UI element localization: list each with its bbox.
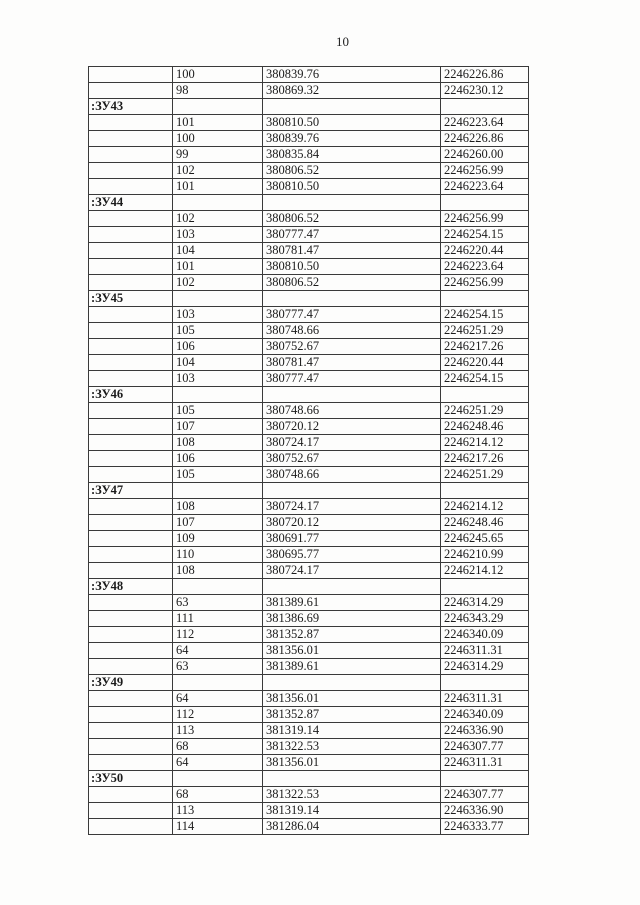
y-coordinate-cell: 2246248.46 bbox=[441, 515, 529, 531]
point-number-cell: 104 bbox=[173, 355, 263, 371]
x-coordinate-cell: 380724.17 bbox=[263, 563, 441, 579]
x-coordinate-cell: 381356.01 bbox=[263, 643, 441, 659]
x-coordinate-cell: 380839.76 bbox=[263, 67, 441, 83]
y-coordinate-cell: 2246223.64 bbox=[441, 179, 529, 195]
x-coordinate-cell: 380777.47 bbox=[263, 227, 441, 243]
coordinates-table bbox=[88, 66, 529, 835]
point-number-cell: 64 bbox=[173, 691, 263, 707]
parcel-cell-empty bbox=[89, 803, 173, 819]
empty-cell bbox=[173, 483, 263, 499]
empty-cell bbox=[263, 675, 441, 691]
point-number-cell: 68 bbox=[173, 739, 263, 755]
empty-cell bbox=[173, 579, 263, 595]
y-coordinate-cell: 2246254.15 bbox=[441, 307, 529, 323]
y-coordinate-cell: 2246210.99 bbox=[441, 547, 529, 563]
point-number-cell: 64 bbox=[173, 643, 263, 659]
empty-cell bbox=[173, 195, 263, 211]
point-number-cell: 112 bbox=[173, 627, 263, 643]
coordinate-row bbox=[89, 67, 529, 83]
x-coordinate-cell: 380806.52 bbox=[263, 163, 441, 179]
coordinate-row bbox=[89, 403, 529, 419]
coordinate-row bbox=[89, 115, 529, 131]
coordinate-row bbox=[89, 227, 529, 243]
coordinate-row bbox=[89, 563, 529, 579]
y-coordinate-cell: 2246256.99 bbox=[441, 275, 529, 291]
point-number-cell: 110 bbox=[173, 547, 263, 563]
coordinate-row bbox=[89, 371, 529, 387]
parcel-cell-empty bbox=[89, 819, 173, 835]
parcel-cell-empty bbox=[89, 355, 173, 371]
point-number-cell: 106 bbox=[173, 451, 263, 467]
parcel-cell-empty bbox=[89, 787, 173, 803]
parcel-cell-empty bbox=[89, 531, 173, 547]
y-coordinate-cell: 2246307.77 bbox=[441, 739, 529, 755]
empty-cell bbox=[441, 291, 529, 307]
parcel-cell-empty bbox=[89, 179, 173, 195]
point-number-cell: 99 bbox=[173, 147, 263, 163]
parcel-cell-empty bbox=[89, 643, 173, 659]
y-coordinate-cell: 2246311.31 bbox=[441, 755, 529, 771]
coordinate-row bbox=[89, 787, 529, 803]
point-number-cell: 109 bbox=[173, 531, 263, 547]
coordinate-row bbox=[89, 355, 529, 371]
parcel-label: :ЗУ49 bbox=[89, 675, 173, 691]
point-number-cell: 101 bbox=[173, 179, 263, 195]
point-number-cell: 103 bbox=[173, 371, 263, 387]
y-coordinate-cell: 2246254.15 bbox=[441, 371, 529, 387]
parcel-cell-empty bbox=[89, 163, 173, 179]
empty-cell bbox=[263, 99, 441, 115]
y-coordinate-cell: 2246251.29 bbox=[441, 403, 529, 419]
parcel-cell-empty bbox=[89, 131, 173, 147]
x-coordinate-cell: 380810.50 bbox=[263, 259, 441, 275]
y-coordinate-cell: 2246340.09 bbox=[441, 707, 529, 723]
parcel-label-row bbox=[89, 99, 529, 115]
coordinate-row bbox=[89, 755, 529, 771]
point-number-cell: 105 bbox=[173, 403, 263, 419]
empty-cell bbox=[441, 99, 529, 115]
x-coordinate-cell: 381322.53 bbox=[263, 739, 441, 755]
parcel-cell-empty bbox=[89, 419, 173, 435]
parcel-cell-empty bbox=[89, 707, 173, 723]
coordinate-row bbox=[89, 435, 529, 451]
y-coordinate-cell: 2246217.26 bbox=[441, 339, 529, 355]
point-number-cell: 103 bbox=[173, 307, 263, 323]
point-number-cell: 114 bbox=[173, 819, 263, 835]
parcel-cell-empty bbox=[89, 307, 173, 323]
x-coordinate-cell: 380806.52 bbox=[263, 211, 441, 227]
x-coordinate-cell: 381389.61 bbox=[263, 595, 441, 611]
point-number-cell: 108 bbox=[173, 499, 263, 515]
parcel-cell-empty bbox=[89, 211, 173, 227]
point-number-cell: 106 bbox=[173, 339, 263, 355]
parcel-cell-empty bbox=[89, 83, 173, 99]
point-number-cell: 105 bbox=[173, 467, 263, 483]
x-coordinate-cell: 381322.53 bbox=[263, 787, 441, 803]
parcel-cell-empty bbox=[89, 435, 173, 451]
parcel-cell-empty bbox=[89, 339, 173, 355]
coordinate-row bbox=[89, 323, 529, 339]
point-number-cell: 63 bbox=[173, 595, 263, 611]
parcel-cell-empty bbox=[89, 467, 173, 483]
empty-cell bbox=[441, 387, 529, 403]
parcel-cell-empty bbox=[89, 147, 173, 163]
point-number-cell: 101 bbox=[173, 115, 263, 131]
empty-cell bbox=[173, 771, 263, 787]
x-coordinate-cell: 381352.87 bbox=[263, 627, 441, 643]
coordinate-row bbox=[89, 275, 529, 291]
y-coordinate-cell: 2246245.65 bbox=[441, 531, 529, 547]
x-coordinate-cell: 380691.77 bbox=[263, 531, 441, 547]
x-coordinate-cell: 380806.52 bbox=[263, 275, 441, 291]
point-number-cell: 102 bbox=[173, 211, 263, 227]
x-coordinate-cell: 380720.12 bbox=[263, 515, 441, 531]
parcel-cell-empty bbox=[89, 547, 173, 563]
parcel-label: :ЗУ46 bbox=[89, 387, 173, 403]
empty-cell bbox=[441, 771, 529, 787]
empty-cell bbox=[441, 579, 529, 595]
x-coordinate-cell: 380810.50 bbox=[263, 179, 441, 195]
y-coordinate-cell: 2246214.12 bbox=[441, 499, 529, 515]
coordinate-row bbox=[89, 611, 529, 627]
empty-cell bbox=[173, 387, 263, 403]
coordinate-row bbox=[89, 307, 529, 323]
x-coordinate-cell: 381386.69 bbox=[263, 611, 441, 627]
point-number-cell: 68 bbox=[173, 787, 263, 803]
parcel-cell-empty bbox=[89, 451, 173, 467]
parcel-cell-empty bbox=[89, 627, 173, 643]
coordinate-row bbox=[89, 243, 529, 259]
y-coordinate-cell: 2246217.26 bbox=[441, 451, 529, 467]
coordinate-row bbox=[89, 211, 529, 227]
parcel-cell-empty bbox=[89, 739, 173, 755]
empty-cell bbox=[263, 387, 441, 403]
parcel-cell-empty bbox=[89, 227, 173, 243]
point-number-cell: 100 bbox=[173, 131, 263, 147]
y-coordinate-cell: 2246260.00 bbox=[441, 147, 529, 163]
parcel-cell-empty bbox=[89, 499, 173, 515]
x-coordinate-cell: 381319.14 bbox=[263, 723, 441, 739]
x-coordinate-cell: 380752.67 bbox=[263, 451, 441, 467]
parcel-cell-empty bbox=[89, 243, 173, 259]
coordinate-row bbox=[89, 659, 529, 675]
parcel-cell-empty bbox=[89, 563, 173, 579]
y-coordinate-cell: 2246251.29 bbox=[441, 323, 529, 339]
parcel-label: :ЗУ47 bbox=[89, 483, 173, 499]
x-coordinate-cell: 381319.14 bbox=[263, 803, 441, 819]
empty-cell bbox=[263, 579, 441, 595]
point-number-cell: 105 bbox=[173, 323, 263, 339]
y-coordinate-cell: 2246314.29 bbox=[441, 659, 529, 675]
coordinates-table-body bbox=[89, 67, 529, 835]
point-number-cell: 108 bbox=[173, 563, 263, 579]
coordinate-row bbox=[89, 515, 529, 531]
x-coordinate-cell: 380777.47 bbox=[263, 371, 441, 387]
page-number: 10 bbox=[336, 34, 349, 49]
y-coordinate-cell: 2246343.29 bbox=[441, 611, 529, 627]
parcel-cell-empty bbox=[89, 723, 173, 739]
x-coordinate-cell: 380869.32 bbox=[263, 83, 441, 99]
point-number-cell: 104 bbox=[173, 243, 263, 259]
parcel-cell-empty bbox=[89, 323, 173, 339]
y-coordinate-cell: 2246340.09 bbox=[441, 627, 529, 643]
x-coordinate-cell: 381389.61 bbox=[263, 659, 441, 675]
x-coordinate-cell: 380835.84 bbox=[263, 147, 441, 163]
coordinate-row bbox=[89, 691, 529, 707]
point-number-cell: 103 bbox=[173, 227, 263, 243]
coordinate-row bbox=[89, 147, 529, 163]
coordinate-row bbox=[89, 531, 529, 547]
x-coordinate-cell: 380748.66 bbox=[263, 403, 441, 419]
x-coordinate-cell: 380839.76 bbox=[263, 131, 441, 147]
coordinate-row bbox=[89, 739, 529, 755]
point-number-cell: 107 bbox=[173, 515, 263, 531]
empty-cell bbox=[173, 99, 263, 115]
y-coordinate-cell: 2246311.31 bbox=[441, 643, 529, 659]
coordinate-row bbox=[89, 131, 529, 147]
parcel-label-row bbox=[89, 675, 529, 691]
coordinate-row bbox=[89, 819, 529, 835]
coordinate-row bbox=[89, 419, 529, 435]
point-number-cell: 112 bbox=[173, 707, 263, 723]
y-coordinate-cell: 2246214.12 bbox=[441, 435, 529, 451]
parcel-label-row bbox=[89, 483, 529, 499]
coordinate-row bbox=[89, 627, 529, 643]
x-coordinate-cell: 380724.17 bbox=[263, 499, 441, 515]
empty-cell bbox=[263, 291, 441, 307]
parcel-cell-empty bbox=[89, 595, 173, 611]
x-coordinate-cell: 380695.77 bbox=[263, 547, 441, 563]
parcel-cell-empty bbox=[89, 403, 173, 419]
parcel-label-row bbox=[89, 387, 529, 403]
parcel-label-row bbox=[89, 195, 529, 211]
empty-cell bbox=[263, 771, 441, 787]
y-coordinate-cell: 2246333.77 bbox=[441, 819, 529, 835]
y-coordinate-cell: 2246226.86 bbox=[441, 131, 529, 147]
parcel-cell-empty bbox=[89, 115, 173, 131]
empty-cell bbox=[441, 675, 529, 691]
y-coordinate-cell: 2246336.90 bbox=[441, 723, 529, 739]
empty-cell bbox=[173, 675, 263, 691]
x-coordinate-cell: 380752.67 bbox=[263, 339, 441, 355]
y-coordinate-cell: 2246307.77 bbox=[441, 787, 529, 803]
x-coordinate-cell: 380724.17 bbox=[263, 435, 441, 451]
y-coordinate-cell: 2246230.12 bbox=[441, 83, 529, 99]
y-coordinate-cell: 2246254.15 bbox=[441, 227, 529, 243]
point-number-cell: 100 bbox=[173, 67, 263, 83]
parcel-label-row bbox=[89, 771, 529, 787]
coordinate-row bbox=[89, 339, 529, 355]
point-number-cell: 111 bbox=[173, 611, 263, 627]
point-number-cell: 108 bbox=[173, 435, 263, 451]
coordinate-row bbox=[89, 547, 529, 563]
empty-cell bbox=[263, 195, 441, 211]
point-number-cell: 63 bbox=[173, 659, 263, 675]
x-coordinate-cell: 381352.87 bbox=[263, 707, 441, 723]
x-coordinate-cell: 380777.47 bbox=[263, 307, 441, 323]
point-number-cell: 101 bbox=[173, 259, 263, 275]
x-coordinate-cell: 380720.12 bbox=[263, 419, 441, 435]
parcel-cell-empty bbox=[89, 67, 173, 83]
coordinate-row bbox=[89, 163, 529, 179]
coordinate-row bbox=[89, 803, 529, 819]
parcel-label-row bbox=[89, 291, 529, 307]
coordinate-row bbox=[89, 259, 529, 275]
y-coordinate-cell: 2246223.64 bbox=[441, 115, 529, 131]
y-coordinate-cell: 2246220.44 bbox=[441, 243, 529, 259]
x-coordinate-cell: 380810.50 bbox=[263, 115, 441, 131]
point-number-cell: 113 bbox=[173, 803, 263, 819]
y-coordinate-cell: 2246248.46 bbox=[441, 419, 529, 435]
coordinate-row bbox=[89, 179, 529, 195]
coordinate-row bbox=[89, 643, 529, 659]
point-number-cell: 113 bbox=[173, 723, 263, 739]
y-coordinate-cell: 2246256.99 bbox=[441, 163, 529, 179]
parcel-label: :ЗУ43 bbox=[89, 99, 173, 115]
x-coordinate-cell: 381356.01 bbox=[263, 691, 441, 707]
parcel-label: :ЗУ48 bbox=[89, 579, 173, 595]
coordinate-row bbox=[89, 451, 529, 467]
parcel-label-row bbox=[89, 579, 529, 595]
empty-cell bbox=[173, 291, 263, 307]
x-coordinate-cell: 380781.47 bbox=[263, 355, 441, 371]
coordinate-row bbox=[89, 83, 529, 99]
point-number-cell: 102 bbox=[173, 275, 263, 291]
x-coordinate-cell: 380781.47 bbox=[263, 243, 441, 259]
coordinate-row bbox=[89, 499, 529, 515]
point-number-cell: 102 bbox=[173, 163, 263, 179]
point-number-cell: 107 bbox=[173, 419, 263, 435]
y-coordinate-cell: 2246220.44 bbox=[441, 355, 529, 371]
coordinate-row bbox=[89, 467, 529, 483]
point-number-cell: 64 bbox=[173, 755, 263, 771]
y-coordinate-cell: 2246336.90 bbox=[441, 803, 529, 819]
x-coordinate-cell: 380748.66 bbox=[263, 323, 441, 339]
x-coordinate-cell: 380748.66 bbox=[263, 467, 441, 483]
parcel-cell-empty bbox=[89, 659, 173, 675]
parcel-cell-empty bbox=[89, 275, 173, 291]
parcel-cell-empty bbox=[89, 259, 173, 275]
parcel-cell-empty bbox=[89, 371, 173, 387]
parcel-cell-empty bbox=[89, 691, 173, 707]
parcel-label: :ЗУ50 bbox=[89, 771, 173, 787]
empty-cell bbox=[441, 483, 529, 499]
parcel-cell-empty bbox=[89, 515, 173, 531]
y-coordinate-cell: 2246311.31 bbox=[441, 691, 529, 707]
coordinate-row bbox=[89, 595, 529, 611]
point-number-cell: 98 bbox=[173, 83, 263, 99]
empty-cell bbox=[263, 483, 441, 499]
coordinate-row bbox=[89, 723, 529, 739]
parcel-label: :ЗУ44 bbox=[89, 195, 173, 211]
y-coordinate-cell: 2246251.29 bbox=[441, 467, 529, 483]
y-coordinate-cell: 2246314.29 bbox=[441, 595, 529, 611]
x-coordinate-cell: 381356.01 bbox=[263, 755, 441, 771]
y-coordinate-cell: 2246256.99 bbox=[441, 211, 529, 227]
y-coordinate-cell: 2246214.12 bbox=[441, 563, 529, 579]
y-coordinate-cell: 2246226.86 bbox=[441, 67, 529, 83]
parcel-cell-empty bbox=[89, 611, 173, 627]
coordinate-row bbox=[89, 707, 529, 723]
x-coordinate-cell: 381286.04 bbox=[263, 819, 441, 835]
empty-cell bbox=[441, 195, 529, 211]
parcel-label: :ЗУ45 bbox=[89, 291, 173, 307]
parcel-cell-empty bbox=[89, 755, 173, 771]
y-coordinate-cell: 2246223.64 bbox=[441, 259, 529, 275]
